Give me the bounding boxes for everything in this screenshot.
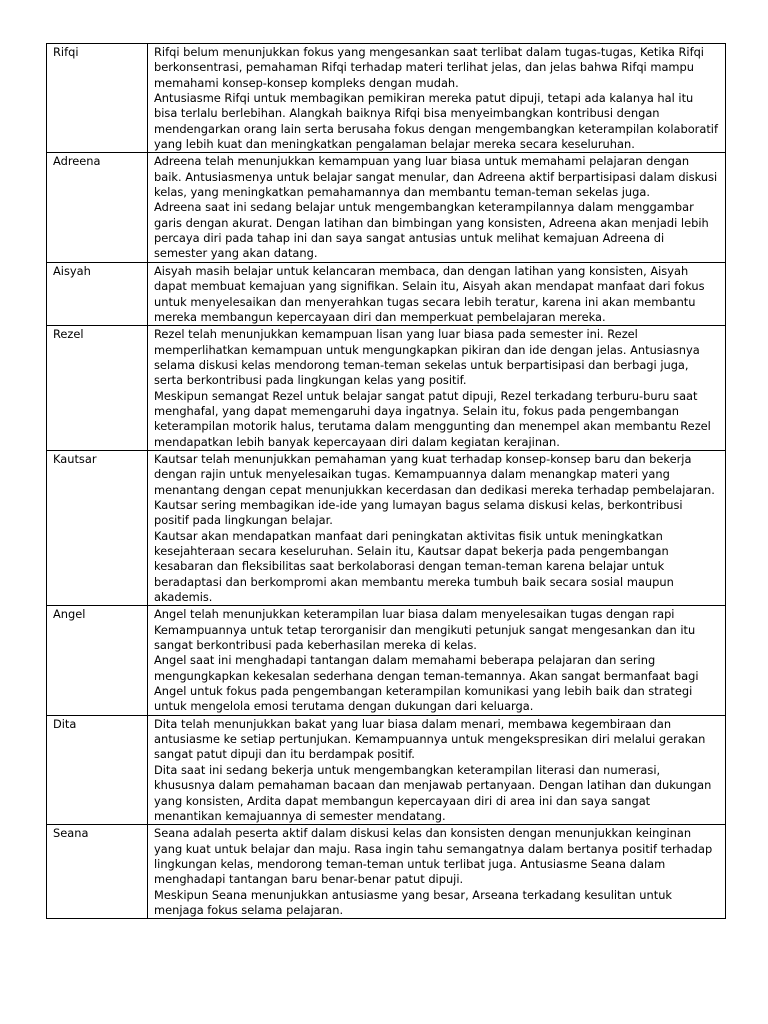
table-row <box>47 262 726 325</box>
comment-cell <box>148 262 726 325</box>
comment-paragraph: Seana adalah peserta aktif dalam diskusi kelas dan konsisten dengan menunjukkan keinginan yang kuat untuk belajar dan maju. Rasa ingin tahu semangatnya dalam bertanya positif terhadap lingkungan kelas, mendorong teman-teman untuk terlibat juga. Antusiasme Seana dalam menghadapi tantangan baru benar-benar patut dipuji. <box>154 826 713 887</box>
comment-cell <box>148 450 726 605</box>
comment-paragraph: Adreena saat ini sedang belajar untuk mengembangkan keterampilannya dalam menggambar garis dengan akurat. Dengan latihan dan bimbingan yang konsisten, Adreena akan menjadi lebih percaya diri pada tahap ini dan saya sangat antusias untuk melihat kemajuan Adreena di semester yang akan datang. <box>154 200 709 261</box>
comment-paragraph: Meskipun Seana menunjukkan antusiasme yang besar, Arseana terkadang kesulitan untuk menjaga fokus selama pelajaran. <box>154 887 673 917</box>
comment-paragraph: Aisyah masih belajar untuk kelancaran membaca, dan dengan latihan yang konsisten, Aisyah dapat membuat kemajuan yang signifikan. Selain itu, Aisyah akan mendapat manfaat dari fokus untuk menyelesaikan dan menyerahkan tugas secara lebih teratur, karena ini akan membantu mereka membangun kepercayaan diri dan memperkuat pembelajaran mereka. <box>154 263 705 324</box>
table-row <box>47 326 726 451</box>
student-name: Kautsar <box>47 450 148 605</box>
comment-cell <box>148 606 726 715</box>
student-name: Dita <box>47 715 148 824</box>
student-name: Seana <box>47 825 148 919</box>
comment-cell <box>148 715 726 824</box>
comment-cell <box>148 326 726 451</box>
comment-paragraph: Antusiasme Rifqi untuk membagikan pemikiran mereka patut dipuji, tetapi ada kalanya hal itu bisa terlalu berlebihan. Alangkah baiknya Rifqi bisa menyeimbangkan kontribusi dengan mendengarkan orang lain serta berusaha fokus dengan mengembangkan keterampilan kolaboratif yang lebih kuat dan meningkatkan pengalaman belajar mereka secara keseluruhan. <box>154 91 718 152</box>
comment-paragraph: Dita telah menunjukkan bakat yang luar biasa dalam menari, membawa kegembiraan dan antusiasme ke setiap pertunjukan. Kemampuannya untuk mengekspresikan diri melalui gerakan sangat patut dipuji dan itu berdampak positif. <box>154 716 706 762</box>
comment-paragraph: Meskipun semangat Rezel untuk belajar sangat patut dipuji, Rezel terkadang terburu-buru saat menghafal, yang dapat memengaruhi daya ingatnya. Selain itu, fokus pada pengembangan keterampilan motorik halus, terutama dalam menggunting dan menempel akan membantu Rezel mendapatkan lebih banyak kepercayaan diri dalam kegiatan kerajinan. <box>154 388 711 449</box>
comment-cell <box>148 153 726 262</box>
table-row <box>47 153 726 262</box>
comment-cell <box>148 44 726 153</box>
report-page <box>46 43 724 919</box>
comment-paragraph: Adreena telah menunjukkan kemampuan yang luar biasa untuk memahami pelajaran dengan baik. Antusiasmenya untuk belajar sangat menular, dan Adreena aktif berpartisipasi dalam diskusi kelas, yang meningkatkan pemahamannya dan membantu teman-teman sekelas juga. <box>154 154 718 200</box>
table-row <box>47 450 726 605</box>
comment-paragraph: Angel saat ini menghadapi tantangan dalam memahami beberapa pelajaran dan sering mengungkapkan kekesalan sederhana dengan teman-temannya. Akan sangat bermanfaat bagi Angel untuk fokus pada pengembangan keterampilan komunikasi yang lebih baik dan strategi untuk mengelola emosi terutama dengan dukungan dari keluarga. <box>154 653 699 714</box>
comment-paragraph: Dita saat ini sedang bekerja untuk mengembangkan keterampilan literasi dan numerasi, khususnya dalam pemahaman bacaan dan menjawab pertanyaan. Dengan latihan dan dukungan yang konsisten, Ardita dapat membangun kepercayaan diri di area ini dan saya sangat menantikan kemajuannya di semester mendatang. <box>154 762 712 823</box>
student-name: Aisyah <box>47 262 148 325</box>
comment-paragraph: Angel telah menunjukkan keterampilan luar biasa dalam menyelesaikan tugas dengan rapi Kemampuannya untuk tetap terorganisir dan mengikuti petunjuk sangat mengesankan dan itu sangat berkontribusi pada keberhasilan mereka di kelas. <box>154 607 696 653</box>
student-name: Adreena <box>47 153 148 262</box>
comment-paragraph: Rezel telah menunjukkan kemampuan lisan yang luar biasa pada semester ini. Rezel memperlihatkan kemampuan untuk mengungkapkan pikiran dan ide dengan jelas. Antusiasnya selama diskusi kelas mendorong teman-teman sekelas untuk berpartisipasi dan berbagi juga, serta berkontribusi pada lingkungan kelas yang positif. <box>154 327 700 388</box>
comment-paragraph: Kautsar akan mendapatkan manfaat dari peningkatan aktivitas fisik untuk meningkatkan kesejahteraan secara keseluruhan. Selain itu, Kautsar dapat bekerja pada pengembangan kesabaran dan fleksibilitas saat berkolaborasi dengan teman-teman karena belajar untuk beradaptasi dan berkompromi akan membantu mereka tumbuh baik secara sosial maupun akademis. <box>154 528 674 605</box>
comment-cell <box>148 825 726 919</box>
table-row <box>47 825 726 919</box>
student-name: Angel <box>47 606 148 715</box>
student-name: Rifqi <box>47 44 148 153</box>
student-name: Rezel <box>47 326 148 451</box>
student-comments-table <box>46 43 726 919</box>
table-row <box>47 715 726 824</box>
table-row <box>47 44 726 153</box>
comment-paragraph: Kautsar telah menunjukkan pemahaman yang kuat terhadap konsep-konsep baru dan bekerja dengan rajin untuk menyelesaikan tugas. Kemampuannya dalam menangkap materi yang menantang dengan cepat menunjukkan kecerdasan dan dedikasi mereka terhadap pembelajaran. Kautsar sering membagikan ide-ide yang lumayan bagus selama diskusi kelas, berkontribusi positif pada lingkungan belajar. <box>154 451 715 528</box>
comment-paragraph: Rifqi belum menunjukkan fokus yang mengesankan saat terlibat dalam tugas-tugas, Ketika Rifqi berkonsentrasi, pemahaman Rifqi terhadap materi terlihat jelas, dan jelas bahwa Rifqi mampu memahami konsep-konsep kompleks dengan mudah. <box>154 45 704 90</box>
table-row <box>47 606 726 715</box>
